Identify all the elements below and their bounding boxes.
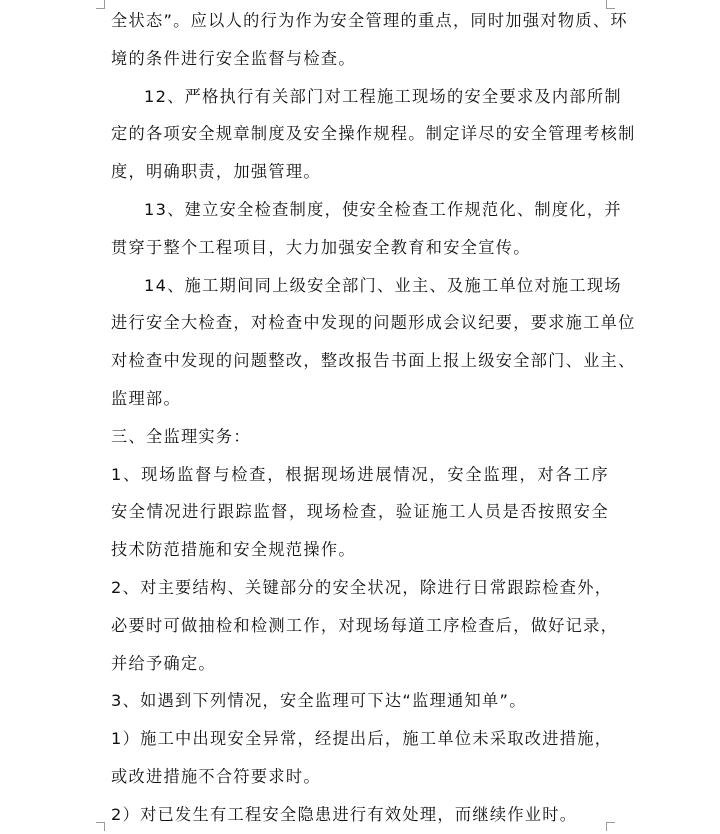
text-line: 必要时可做抽检和检测工作，对现场每道工序检查后，做好记录， — [111, 615, 619, 635]
crop-mark-top-left — [96, 0, 105, 9]
text-line: 监理部。 — [111, 388, 181, 408]
text-line: 14、施工期间同上级安全部门、业主、及施工单位对施工现场 — [144, 275, 622, 295]
text-line: 2、对主要结构、关键部分的安全状况，除进行日常跟踪检查外， — [111, 577, 613, 597]
text-line: 进行安全大检查，对检查中发现的问题形成会议纪要，要求施工单位 — [111, 313, 636, 333]
text-line: 技术防范措施和安全规范操作。 — [111, 540, 356, 560]
document-body — [111, 2, 636, 834]
text-line: 对检查中发现的问题整改，整改报告书面上报上级安全部门、业主、 — [111, 351, 636, 371]
text-line: 1、现场监督与检查，根据现场进展情况，安全监理，对各工序 — [111, 464, 609, 484]
text-line: 全状态”。应以人的行为作为安全管理的重点，同时加强对物质、环 — [111, 11, 628, 30]
text-line: 3、如遇到下列情况，安全监理可下达“监理通知单”。 — [111, 691, 527, 711]
text-line: 定的各项安全规章制度及安全操作规程。制定详尽的安全管理考核制 — [111, 124, 636, 144]
text-line: 并给予确定。 — [111, 653, 216, 673]
text-line: 12、严格执行有关部门对工程施工现场的安全要求及内部所制 — [144, 86, 622, 106]
text-line: 2）对已发生有工程安全隐患进行有效处理，而继续作业时。 — [111, 804, 578, 824]
text-line: 境的条件进行安全监督与检查。 — [111, 48, 356, 68]
text-line: 1）施工中出现安全异常，经提出后，施工单位未采取改进措施， — [111, 729, 613, 749]
text-line: 安全情况进行跟踪监督，现场检查，验证施工人员是否按照安全 — [111, 502, 609, 522]
text-line: 度，明确职责，加强管理。 — [111, 162, 321, 182]
text-line: 或改进措施不合符要求时。 — [111, 766, 321, 786]
section-heading: 三、全监理实务： — [111, 426, 251, 446]
text-line: 贯穿于整个工程项目，大力加强安全教育和安全宣传。 — [111, 237, 531, 257]
text-line: 13、建立安全检查制度，使安全检查工作规范化、制度化，并 — [144, 199, 622, 219]
